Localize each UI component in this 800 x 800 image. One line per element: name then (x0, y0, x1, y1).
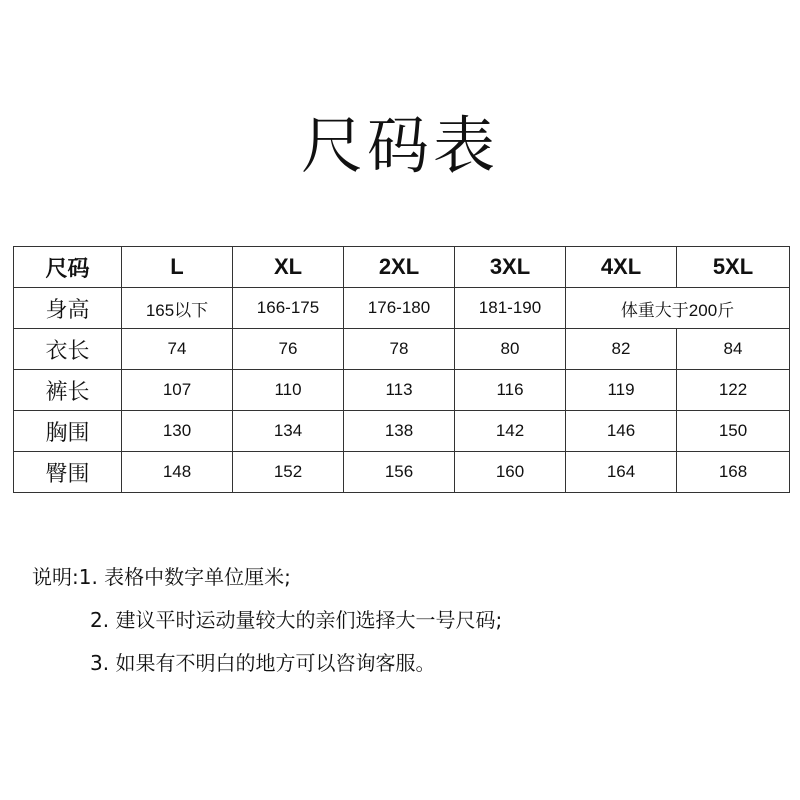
note-line-3: 3. 如果有不明白的地方可以咨询客服。 (90, 651, 436, 675)
note-line-1: 说明:1. 表格中数字单位厘米; (32, 565, 291, 589)
table-cell: 74 (122, 329, 233, 370)
table-cell: 148 (122, 452, 233, 493)
table-cell: 156 (344, 452, 455, 493)
table-cell: 134 (233, 411, 344, 452)
size-header-4xl: 4XL (566, 247, 677, 288)
size-header-l: L (122, 247, 233, 288)
table-cell: 107 (122, 370, 233, 411)
table-cell: 160 (455, 452, 566, 493)
table-row-top-length (14, 329, 790, 370)
table-header-row (14, 247, 790, 288)
table-cell: 168 (677, 452, 790, 493)
table-cell: 130 (122, 411, 233, 452)
row-label: 裤长 (14, 370, 122, 411)
row-label: 臀围 (14, 452, 122, 493)
table-row-height (14, 288, 790, 329)
table-cell: 113 (344, 370, 455, 411)
size-header-xl: XL (233, 247, 344, 288)
table-cell: 164 (566, 452, 677, 493)
table-row-chest (14, 411, 790, 452)
size-header-2xl: 2XL (344, 247, 455, 288)
corner-header: 尺码 (14, 247, 122, 288)
table-cell: 181-190 (455, 288, 566, 329)
size-header-5xl: 5XL (677, 247, 790, 288)
table-cell: 142 (455, 411, 566, 452)
table-cell: 166-175 (233, 288, 344, 329)
table-cell: 110 (233, 370, 344, 411)
table-cell: 138 (344, 411, 455, 452)
table-cell: 119 (566, 370, 677, 411)
row-label: 衣长 (14, 329, 122, 370)
table-cell: 116 (455, 370, 566, 411)
table-row-hip (14, 452, 790, 493)
table-cell: 122 (677, 370, 790, 411)
table-cell: 152 (233, 452, 344, 493)
table-cell: 82 (566, 329, 677, 370)
table-cell: 76 (233, 329, 344, 370)
table-cell: 176-180 (344, 288, 455, 329)
size-header-3xl: 3XL (455, 247, 566, 288)
table-cell: 146 (566, 411, 677, 452)
table-cell: 78 (344, 329, 455, 370)
table-row-pants-length (14, 370, 790, 411)
merged-cell: 体重大于200斤 (566, 288, 790, 329)
table-cell: 84 (677, 329, 790, 370)
row-label: 胸围 (14, 411, 122, 452)
table-cell: 165以下 (122, 288, 233, 329)
table-cell: 150 (677, 411, 790, 452)
row-label: 身高 (14, 288, 122, 329)
page-title: 尺码表 (300, 109, 499, 182)
note-line-2: 2. 建议平时运动量较大的亲们选择大一号尺码; (90, 608, 503, 632)
notes-section (32, 556, 772, 685)
table-cell: 80 (455, 329, 566, 370)
size-table (13, 246, 790, 493)
